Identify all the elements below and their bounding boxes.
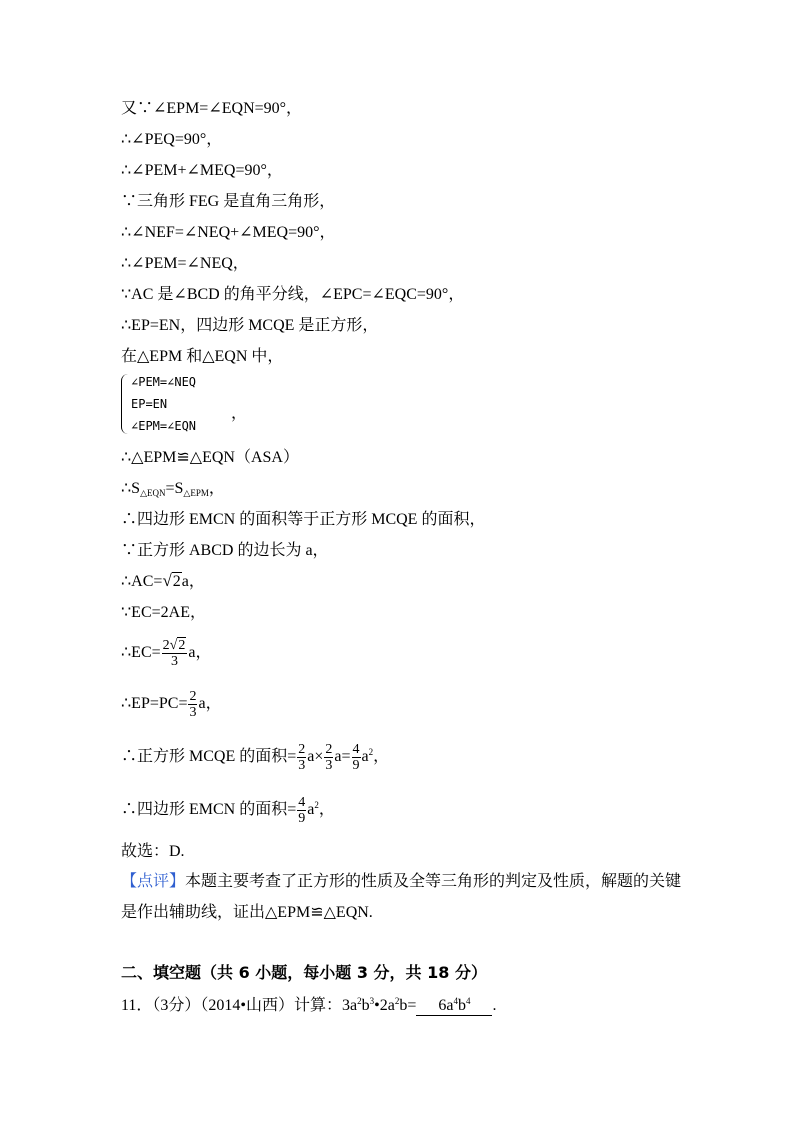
fraction: $\frac{2√2}{3}$ <box>162 637 186 669</box>
proof-line: ∴∠PEM+∠MEQ=90°， <box>121 162 283 179</box>
proof-line: ∴四边形 EMCN 的面积等于正方形 MCQE 的面积， <box>121 511 486 528</box>
comment-line: 【点评】本题主要考查了正方形的性质及全等三角形的判定及性质，解题的关键 <box>121 873 682 890</box>
left-brace <box>121 374 128 434</box>
question-11: 11．（3分）（2014•山西）计算：$3a^2b^3•2a^2b= 6a^4b^4$ . <box>121 996 497 1014</box>
proof-line: ∴∠NEF=∠NEQ+∠MEQ=90°， <box>121 224 336 241</box>
proof-line: 在△EPM 和△EQN 中， <box>121 348 284 365</box>
proof-line: ∴EP=EN，四边形 MCQE 是正方形， <box>121 317 379 334</box>
proof-line: ∵AC 是∠BCD 的角平分线，∠EPC=∠EQC=90°， <box>121 286 465 303</box>
fraction: $\frac{4}{9}$ <box>352 741 360 773</box>
proof-line: ∴∠PEM=∠NEQ， <box>121 255 249 272</box>
comment-tag: 【点评】 <box>121 873 186 890</box>
proof-line: ∵三角形 FEG 是直角三角形， <box>121 193 336 210</box>
congruence-line: ∴△EPM≌△EQN（ASA） <box>121 449 299 466</box>
system-row: ∠EPM=∠EQN <box>131 419 197 433</box>
area-equality-line: $\therefore S_{\triangle EQN}=S_{\triangle EPM}$， <box>121 480 225 498</box>
comment-line-2: 是作出辅助线，证出△EPM≌△EQN. <box>121 904 373 921</box>
ac-line: ∴AC=√2a， <box>121 571 205 590</box>
fraction: $\frac{2}{3}$ <box>298 741 306 773</box>
proof-line: 又∵∠EPM=∠EQN=90°， <box>121 100 303 117</box>
quad-area-line: ∴四边形 EMCN 的面积= $\frac{4}{9}$ $a^2$， <box>121 794 335 826</box>
fraction: $\frac{2}{3}$ <box>189 688 197 720</box>
ep-line: ∴EP=PC= $\frac{2}{3}$ a， <box>121 688 222 720</box>
section-title: 二、填空题（共 6 小题，每小题 3 分，共 18 分） <box>121 963 487 982</box>
sqrt: √2 <box>162 571 181 590</box>
system-trail: ， <box>231 405 248 422</box>
system-row: EP=EN <box>131 397 168 411</box>
proof-line: ∴∠PEQ=90°， <box>121 131 223 148</box>
fraction: $\frac{2}{3}$ <box>325 741 333 773</box>
answer-blank: $6a^4b^4$ <box>416 997 492 1016</box>
proof-line: ∵正方形 ABCD 的边长为 a， <box>121 542 329 559</box>
system-row: ∠PEM=∠NEQ <box>131 375 197 389</box>
answer-choice: 故选：D. <box>121 843 185 860</box>
proof-line: ∵EC=2AE， <box>121 604 206 621</box>
ec-line: ∴EC= $\frac{2√2}{3}$ a， <box>121 637 212 669</box>
fraction: $\frac{4}{9}$ <box>298 794 306 826</box>
square-area-line: ∴正方形 MCQE 的面积= $\frac{2}{3}$ a× $\frac{2}{3}$ a= $\frac{4}{9}$ $a^2$， <box>121 741 390 773</box>
